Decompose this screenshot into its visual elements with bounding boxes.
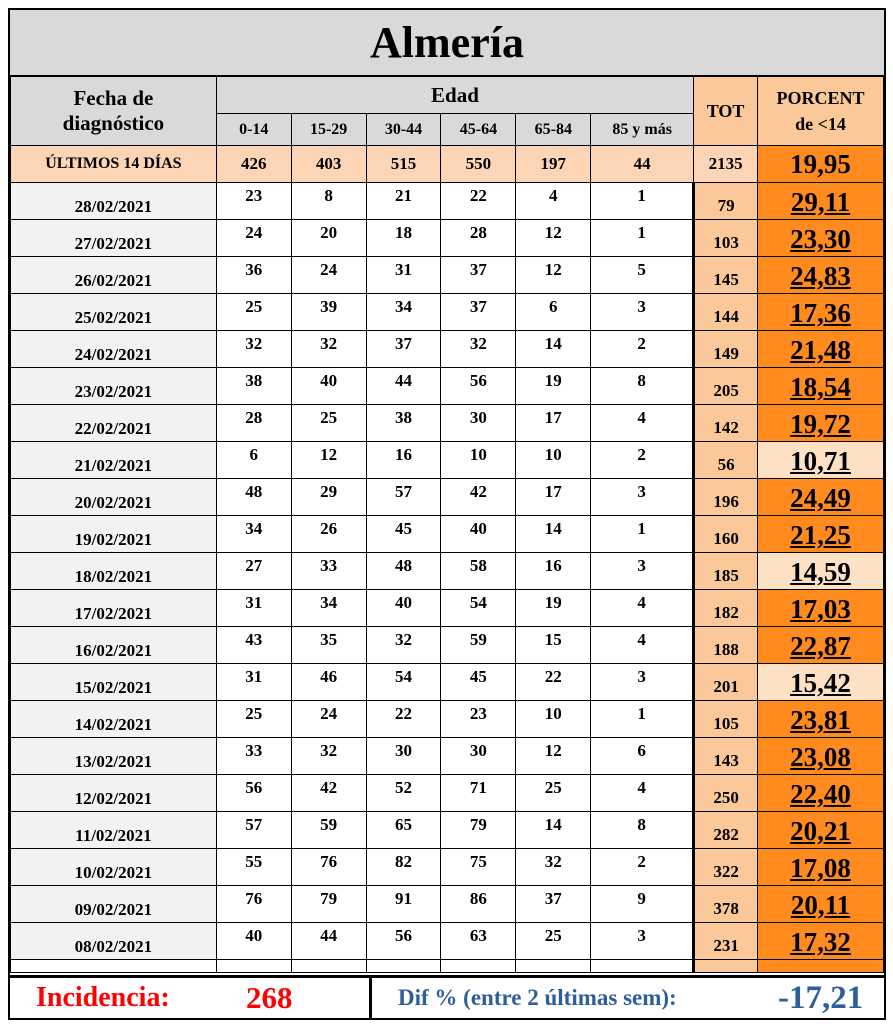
- dif-value: -17,21: [778, 979, 864, 1016]
- row-value: 59: [291, 812, 366, 849]
- row-value: 59: [441, 627, 516, 664]
- title-text: Almería: [370, 18, 524, 67]
- table-row: [11, 405, 884, 442]
- row-value: 33: [216, 738, 291, 775]
- row-pct: 17,36: [758, 294, 884, 331]
- row-value: 32: [291, 738, 366, 775]
- row-value: 75: [441, 849, 516, 886]
- row-tot: 205: [694, 368, 758, 405]
- row-tot: 282: [694, 812, 758, 849]
- row-value: 45: [441, 664, 516, 701]
- row-value: 91: [366, 886, 441, 923]
- table-row: [11, 516, 884, 553]
- row-value: 76: [216, 886, 291, 923]
- row-value: 71: [441, 775, 516, 812]
- row-value: 8: [591, 812, 694, 849]
- age-group-header: 45-64: [441, 114, 516, 146]
- table-row: [11, 701, 884, 738]
- row-date: 18/02/2021: [11, 553, 217, 590]
- age-group-header: 65-84: [516, 114, 591, 146]
- row-pct: 21,48: [758, 331, 884, 368]
- row-value: 37: [516, 886, 591, 923]
- row-value: 32: [441, 331, 516, 368]
- row-pct: 17,03: [758, 590, 884, 627]
- table-row: [11, 775, 884, 812]
- row-value: 3: [591, 553, 694, 590]
- row-date: 20/02/2021: [11, 479, 217, 516]
- row-tot: 378: [694, 886, 758, 923]
- row-value: 4: [591, 590, 694, 627]
- row-value: 56: [441, 368, 516, 405]
- spacer-cell: [291, 960, 366, 973]
- row-value: 25: [291, 405, 366, 442]
- row-pct: 20,21: [758, 812, 884, 849]
- row-value: 24: [216, 220, 291, 257]
- row-tot: 103: [694, 220, 758, 257]
- row-value: 12: [516, 257, 591, 294]
- row-date: 08/02/2021: [11, 923, 217, 960]
- row-value: 15: [516, 627, 591, 664]
- row-tot: 142: [694, 405, 758, 442]
- row-value: 79: [291, 886, 366, 923]
- row-date: 14/02/2021: [11, 701, 217, 738]
- row-tot: 250: [694, 775, 758, 812]
- row-tot: 185: [694, 553, 758, 590]
- row-value: 16: [366, 442, 441, 479]
- summary-row: [11, 146, 884, 183]
- row-value: 46: [291, 664, 366, 701]
- row-value: 42: [441, 479, 516, 516]
- summary-value: 44: [591, 146, 694, 183]
- row-value: 25: [516, 775, 591, 812]
- row-tot: 231: [694, 923, 758, 960]
- row-tot: 56: [694, 442, 758, 479]
- row-value: 40: [366, 590, 441, 627]
- row-value: 54: [441, 590, 516, 627]
- row-value: 63: [441, 923, 516, 960]
- row-value: 31: [366, 257, 441, 294]
- age-group-header: 85 y más: [591, 114, 694, 146]
- table-row: [11, 331, 884, 368]
- row-value: 4: [591, 405, 694, 442]
- row-value: 21: [366, 183, 441, 220]
- row-tot: 143: [694, 738, 758, 775]
- table-row: [11, 812, 884, 849]
- row-value: 2: [591, 849, 694, 886]
- row-date: 12/02/2021: [11, 775, 217, 812]
- row-value: 24: [291, 701, 366, 738]
- row-value: 30: [441, 738, 516, 775]
- row-pct: 24,49: [758, 479, 884, 516]
- row-value: 32: [366, 627, 441, 664]
- row-value: 33: [291, 553, 366, 590]
- header-porcent-line2: de <14: [795, 114, 846, 134]
- row-date: 21/02/2021: [11, 442, 217, 479]
- header-tot: TOT: [694, 77, 758, 146]
- row-value: 22: [516, 664, 591, 701]
- row-value: 34: [366, 294, 441, 331]
- row-value: 8: [291, 183, 366, 220]
- header-row-1: [11, 77, 884, 114]
- table-row: [11, 553, 884, 590]
- row-date: 10/02/2021: [11, 849, 217, 886]
- table-row: [11, 294, 884, 331]
- table-row: [11, 849, 884, 886]
- row-date: 26/02/2021: [11, 257, 217, 294]
- table-row: [11, 738, 884, 775]
- spacer-cell: [11, 960, 217, 973]
- row-value: 32: [216, 331, 291, 368]
- row-value: 43: [216, 627, 291, 664]
- row-value: 22: [441, 183, 516, 220]
- dif-box: [372, 978, 884, 1018]
- row-date: 23/02/2021: [11, 368, 217, 405]
- row-value: 14: [516, 516, 591, 553]
- row-value: 27: [216, 553, 291, 590]
- row-date: 13/02/2021: [11, 738, 217, 775]
- header-fecha: [11, 77, 217, 146]
- row-pct: 17,32: [758, 923, 884, 960]
- summary-value: 515: [366, 146, 441, 183]
- row-pct: 18,54: [758, 368, 884, 405]
- row-value: 54: [366, 664, 441, 701]
- age-group-header: 15-29: [291, 114, 366, 146]
- row-value: 37: [441, 257, 516, 294]
- row-pct: 22,87: [758, 627, 884, 664]
- row-value: 44: [291, 923, 366, 960]
- row-date: 09/02/2021: [11, 886, 217, 923]
- row-tot: 144: [694, 294, 758, 331]
- row-value: 1: [591, 220, 694, 257]
- summary-label: ÚLTIMOS 14 DÍAS: [11, 146, 217, 183]
- row-value: 4: [591, 775, 694, 812]
- row-pct: 15,42: [758, 664, 884, 701]
- row-value: 40: [291, 368, 366, 405]
- row-value: 29: [291, 479, 366, 516]
- row-pct: 24,83: [758, 257, 884, 294]
- dif-label: Dif % (entre 2 últimas sem):: [398, 985, 677, 1010]
- row-pct: 17,08: [758, 849, 884, 886]
- row-value: 2: [591, 331, 694, 368]
- row-value: 3: [591, 664, 694, 701]
- row-value: 31: [216, 664, 291, 701]
- row-value: 37: [441, 294, 516, 331]
- summary-value: 426: [216, 146, 291, 183]
- row-value: 14: [516, 812, 591, 849]
- spacer-cell: [591, 960, 694, 973]
- row-tot: 196: [694, 479, 758, 516]
- row-value: 56: [366, 923, 441, 960]
- header-porcent-line1: PORCENT: [776, 88, 865, 108]
- row-value: 25: [216, 701, 291, 738]
- row-value: 17: [516, 479, 591, 516]
- row-value: 36: [216, 257, 291, 294]
- summary-value: 403: [291, 146, 366, 183]
- summary-value: 550: [441, 146, 516, 183]
- row-value: 1: [591, 516, 694, 553]
- row-value: 6: [591, 738, 694, 775]
- row-date: 11/02/2021: [11, 812, 217, 849]
- row-value: 20: [291, 220, 366, 257]
- row-pct: 23,81: [758, 701, 884, 738]
- row-value: 6: [216, 442, 291, 479]
- spacer-cell: [758, 960, 884, 973]
- footer-bar: [10, 975, 884, 1018]
- row-value: 4: [516, 183, 591, 220]
- row-value: 65: [366, 812, 441, 849]
- spacer-row: [11, 960, 884, 973]
- row-value: 22: [366, 701, 441, 738]
- table-row: [11, 183, 884, 220]
- row-date: 24/02/2021: [11, 331, 217, 368]
- row-date: 15/02/2021: [11, 664, 217, 701]
- row-tot: 149: [694, 331, 758, 368]
- table-row: [11, 220, 884, 257]
- row-value: 32: [291, 331, 366, 368]
- row-value: 57: [366, 479, 441, 516]
- row-value: 40: [216, 923, 291, 960]
- table-row: [11, 590, 884, 627]
- row-value: 1: [591, 183, 694, 220]
- summary-value: 197: [516, 146, 591, 183]
- row-value: 86: [441, 886, 516, 923]
- spreadsheet-sheet: [8, 8, 886, 1020]
- table-row: [11, 479, 884, 516]
- row-pct: 10,71: [758, 442, 884, 479]
- row-value: 19: [516, 368, 591, 405]
- sheet-title: [10, 10, 884, 76]
- row-value: 76: [291, 849, 366, 886]
- row-pct: 23,30: [758, 220, 884, 257]
- row-value: 5: [591, 257, 694, 294]
- summary-tot: 2135: [694, 146, 758, 183]
- row-value: 24: [291, 257, 366, 294]
- row-value: 3: [591, 479, 694, 516]
- row-pct: 21,25: [758, 516, 884, 553]
- incidencia-box: [10, 978, 372, 1018]
- row-pct: 22,40: [758, 775, 884, 812]
- row-value: 18: [366, 220, 441, 257]
- header-fecha-line1: Fecha de: [73, 86, 154, 110]
- row-value: 58: [441, 553, 516, 590]
- row-value: 42: [291, 775, 366, 812]
- spacer-cell: [366, 960, 441, 973]
- row-value: 26: [291, 516, 366, 553]
- row-value: 6: [516, 294, 591, 331]
- row-value: 82: [366, 849, 441, 886]
- row-value: 28: [216, 405, 291, 442]
- row-tot: 201: [694, 664, 758, 701]
- row-value: 34: [291, 590, 366, 627]
- row-value: 14: [516, 331, 591, 368]
- row-value: 55: [216, 849, 291, 886]
- header-fecha-line2: diagnóstico: [62, 111, 165, 135]
- row-value: 32: [516, 849, 591, 886]
- row-tot: 105: [694, 701, 758, 738]
- row-value: 25: [516, 923, 591, 960]
- row-value: 12: [516, 738, 591, 775]
- row-tot: 160: [694, 516, 758, 553]
- row-value: 38: [366, 405, 441, 442]
- row-value: 40: [441, 516, 516, 553]
- row-value: 1: [591, 701, 694, 738]
- row-value: 30: [366, 738, 441, 775]
- row-value: 28: [441, 220, 516, 257]
- row-date: 28/02/2021: [11, 183, 217, 220]
- row-pct: 20,11: [758, 886, 884, 923]
- row-value: 52: [366, 775, 441, 812]
- row-value: 56: [216, 775, 291, 812]
- row-value: 12: [516, 220, 591, 257]
- row-pct: 19,72: [758, 405, 884, 442]
- row-value: 44: [366, 368, 441, 405]
- row-tot: 322: [694, 849, 758, 886]
- age-group-header: 0-14: [216, 114, 291, 146]
- row-value: 10: [441, 442, 516, 479]
- row-value: 48: [366, 553, 441, 590]
- row-date: 25/02/2021: [11, 294, 217, 331]
- spacer-cell: [694, 960, 758, 973]
- row-pct: 29,11: [758, 183, 884, 220]
- table-row: [11, 886, 884, 923]
- table-row: [11, 257, 884, 294]
- row-value: 8: [591, 368, 694, 405]
- table-row: [11, 627, 884, 664]
- row-tot: 182: [694, 590, 758, 627]
- row-value: 45: [366, 516, 441, 553]
- row-value: 23: [216, 183, 291, 220]
- row-pct: 14,59: [758, 553, 884, 590]
- row-tot: 79: [694, 183, 758, 220]
- row-value: 35: [291, 627, 366, 664]
- table-row: [11, 923, 884, 960]
- row-value: 16: [516, 553, 591, 590]
- header-porcent: [758, 77, 884, 146]
- row-value: 39: [291, 294, 366, 331]
- row-value: 57: [216, 812, 291, 849]
- summary-pct: 19,95: [758, 146, 884, 183]
- row-value: 79: [441, 812, 516, 849]
- row-value: 38: [216, 368, 291, 405]
- row-value: 34: [216, 516, 291, 553]
- row-date: 27/02/2021: [11, 220, 217, 257]
- age-group-header: 30-44: [366, 114, 441, 146]
- incidencia-value: 268: [246, 980, 293, 1015]
- table-row: [11, 368, 884, 405]
- row-value: 31: [216, 590, 291, 627]
- row-tot: 145: [694, 257, 758, 294]
- row-value: 25: [216, 294, 291, 331]
- spacer-cell: [516, 960, 591, 973]
- row-value: 37: [366, 331, 441, 368]
- data-table: [10, 76, 884, 973]
- row-value: 9: [591, 886, 694, 923]
- row-pct: 23,08: [758, 738, 884, 775]
- spacer-cell: [216, 960, 291, 973]
- row-tot: 188: [694, 627, 758, 664]
- spacer-cell: [441, 960, 516, 973]
- row-date: 17/02/2021: [11, 590, 217, 627]
- header-edad: Edad: [216, 77, 693, 114]
- table-row: [11, 664, 884, 701]
- row-value: 12: [291, 442, 366, 479]
- row-date: 16/02/2021: [11, 627, 217, 664]
- row-value: 10: [516, 701, 591, 738]
- row-value: 48: [216, 479, 291, 516]
- row-value: 10: [516, 442, 591, 479]
- table-row: [11, 442, 884, 479]
- row-date: 22/02/2021: [11, 405, 217, 442]
- incidencia-label: Incidencia:: [36, 982, 170, 1013]
- row-value: 4: [591, 627, 694, 664]
- row-value: 3: [591, 923, 694, 960]
- row-value: 19: [516, 590, 591, 627]
- row-value: 17: [516, 405, 591, 442]
- row-value: 3: [591, 294, 694, 331]
- row-date: 19/02/2021: [11, 516, 217, 553]
- row-value: 2: [591, 442, 694, 479]
- row-value: 30: [441, 405, 516, 442]
- row-value: 23: [441, 701, 516, 738]
